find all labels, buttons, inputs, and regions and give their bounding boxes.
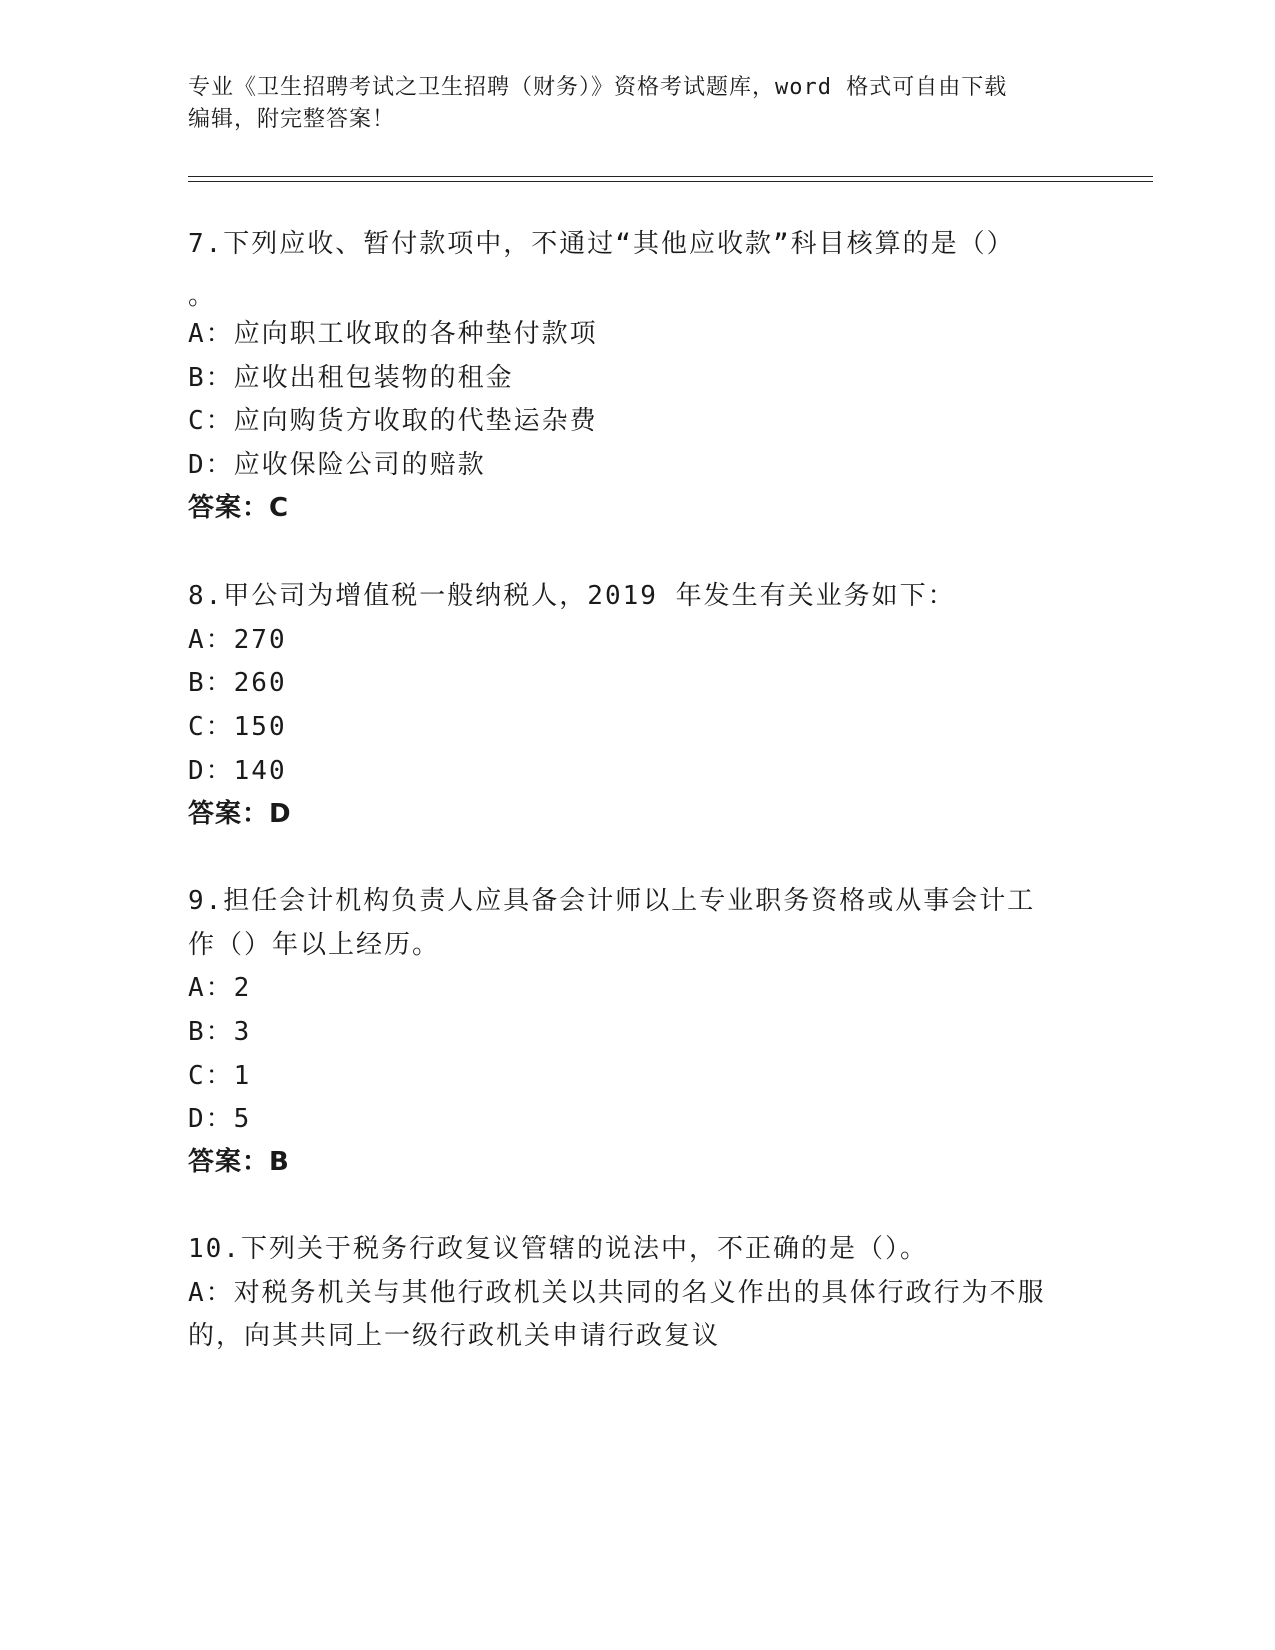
question-9-stem-line-2: 作（）年以上经历。: [188, 930, 441, 960]
question-9-option-c: C：1: [188, 1061, 252, 1091]
question-7-stem-line-2: 。: [188, 281, 217, 311]
question-8-option-a: A：270: [188, 625, 287, 655]
question-8-option-c: C：150: [188, 712, 287, 742]
question-9-option-d: D：5: [188, 1104, 252, 1134]
question-9-option-a: A：2: [188, 973, 252, 1003]
question-8-option-d: D：140: [188, 756, 287, 786]
question-10-stem-line-1: 10.下列关于税务行政复议管辖的说法中，不正确的是（）。: [188, 1234, 928, 1264]
question-7-option-a: A：应向职工收取的各种垫付款项: [188, 319, 598, 349]
question-7-option-d: D：应收保险公司的赔款: [188, 450, 486, 480]
question-8-stem-line-1: 8.甲公司为增值税一般纳税人，2019 年发生有关业务如下：: [188, 581, 956, 611]
header-divider-top: [188, 176, 1153, 177]
question-7-answer: 答案：C: [188, 493, 290, 523]
question-7-stem-line-1: 7.下列应收、暂付款项中，不通过“其他应收款”科目核算的是（）: [188, 229, 1015, 259]
question-9-answer: 答案：B: [188, 1147, 290, 1177]
question-10-option-a-line-2: 的，向其共同上一级行政机关申请行政复议: [188, 1321, 721, 1351]
question-7-option-b: B：应收出租包装物的租金: [188, 363, 514, 393]
question-7-option-c: C：应向购货方收取的代垫运杂费: [188, 406, 598, 436]
header-line-2: 编辑，附完整答案！: [188, 107, 396, 132]
question-8-option-b: B：260: [188, 668, 287, 698]
question-10-option-a-line-1: A：对税务机关与其他行政机关以共同的名义作出的具体行政行为不服: [188, 1278, 1046, 1308]
question-8-answer: 答案：D: [188, 799, 292, 829]
header-line-1: 专业《卫生招聘考试之卫生招聘（财务）》资格考试题库，word 格式可自由下载: [188, 75, 1008, 100]
header-divider-bottom: [188, 181, 1153, 182]
question-9-option-b: B：3: [188, 1017, 252, 1047]
document-header: [188, 72, 1088, 136]
question-9-stem-line-1: 9.担任会计机构负责人应具备会计师以上专业职务资格或从事会计工: [188, 886, 1036, 916]
